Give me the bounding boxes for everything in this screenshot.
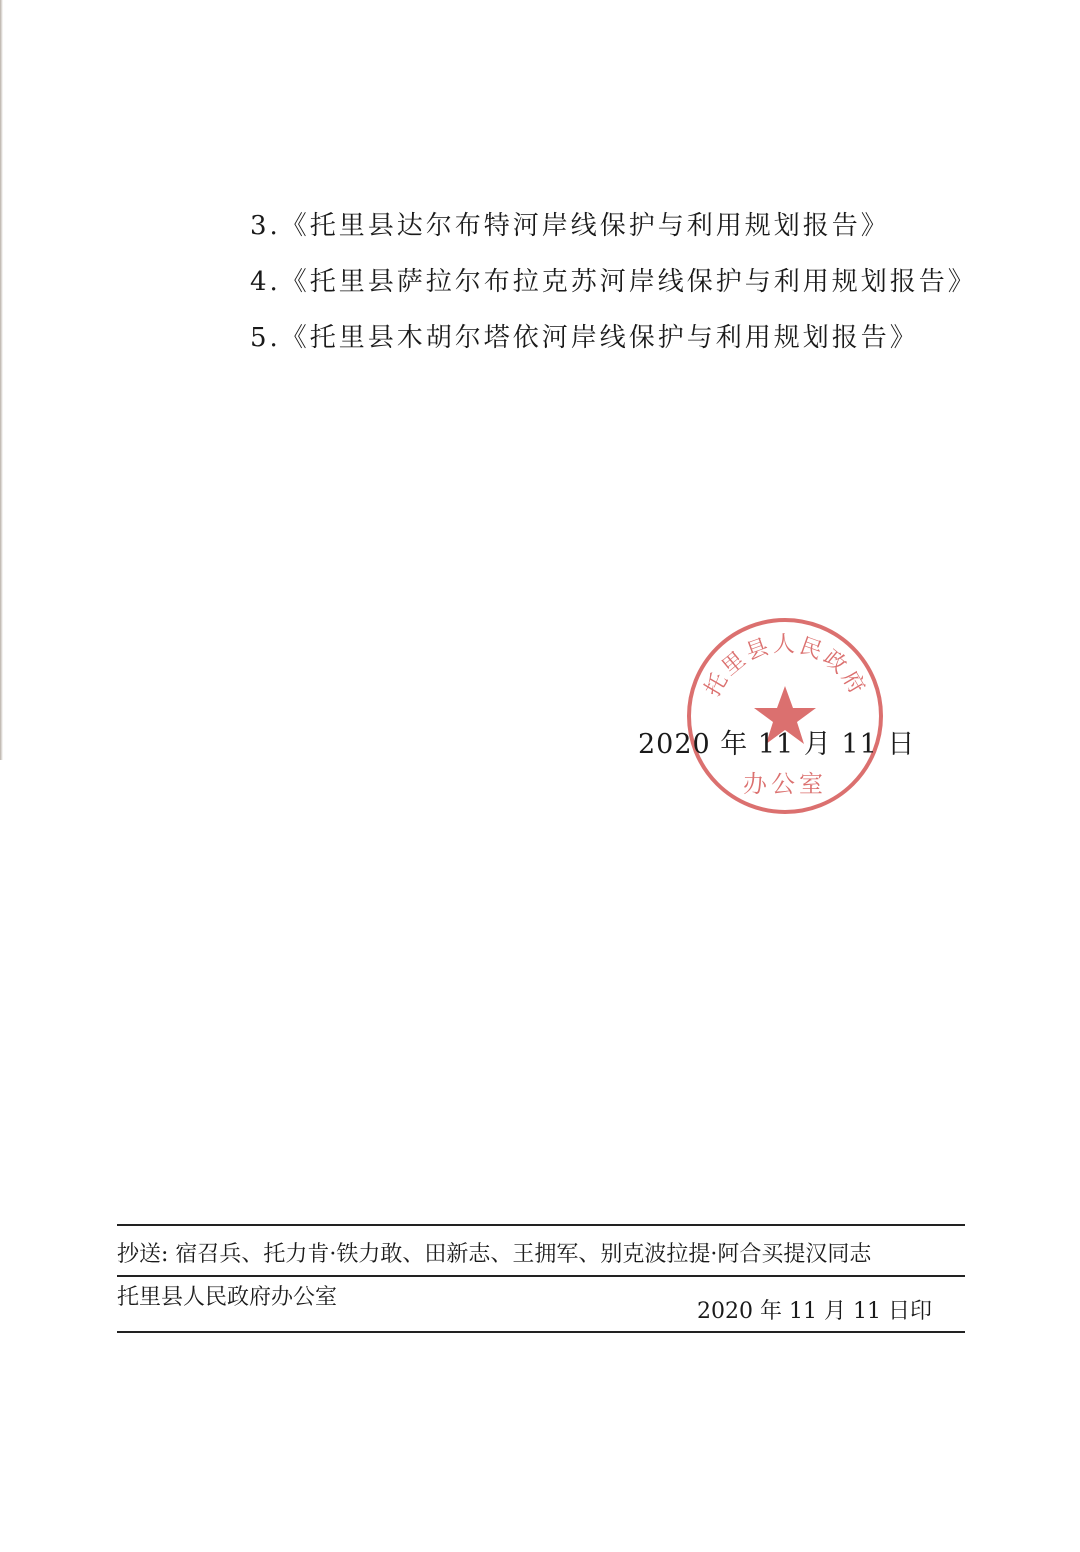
signature-date: 2020 年 11 月 11 日 bbox=[638, 729, 916, 760]
attachment-item: 4.《托里县萨拉尔布拉克苏河岸线保护与利用规划报告》 bbox=[250, 267, 977, 297]
attachment-item: 5.《托里县木胡尔塔依河岸线保护与利用规划报告》 bbox=[250, 323, 919, 353]
issuing-office: 托里县人民政府办公室 bbox=[117, 1285, 338, 1310]
print-date: 2020 年 11 月 11 日印 bbox=[697, 1299, 932, 1324]
seal-bottom-text: 办公室 bbox=[743, 770, 827, 798]
divider-line bbox=[117, 1275, 965, 1277]
official-seal-stamp bbox=[683, 614, 888, 819]
divider-line bbox=[117, 1331, 965, 1333]
page-shadow-edge bbox=[0, 0, 3, 760]
divider-line bbox=[117, 1224, 965, 1226]
attachment-list bbox=[250, 198, 977, 366]
attachment-item: 3.《托里县达尔布特河岸线保护与利用规划报告》 bbox=[250, 211, 890, 241]
cc-recipients: 抄送: 宿召兵、托力肯·铁力敢、田新志、王拥军、别克波拉提·阿合买提汉同志 bbox=[117, 1242, 872, 1267]
seal-ring-text: 托里县人民政府 bbox=[700, 632, 871, 701]
